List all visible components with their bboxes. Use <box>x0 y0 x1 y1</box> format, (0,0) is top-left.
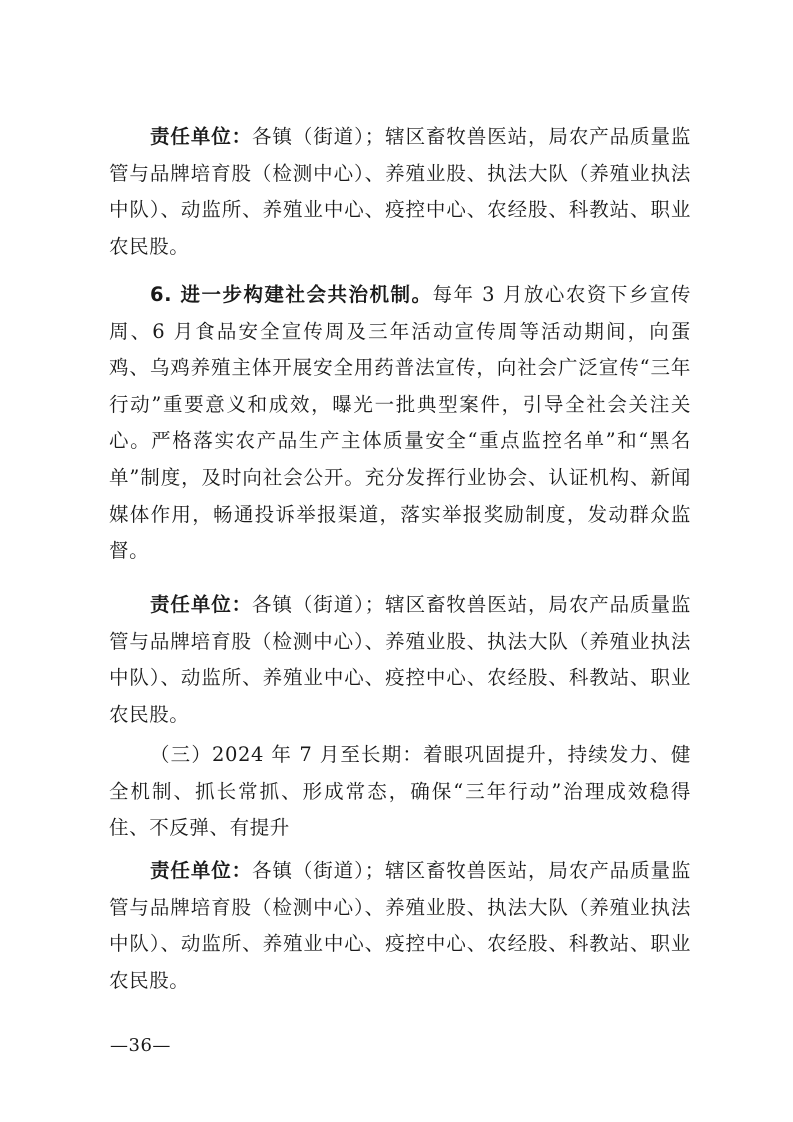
item-6-heading: 6. 进一步构建社会共治机制。 <box>150 283 433 306</box>
responsibility-units-text: 各镇（街道）；辖区畜牧兽医站，局农产品质量监管与品牌培育股（检测中心）、养殖业股、执法大队（养殖业执法中队）、动监所、养殖业中心、疫控中心、农经股、科教站、职业农民股。 <box>109 593 691 726</box>
responsibility-label: 责任单位： <box>150 859 253 882</box>
phase-3-text: （三）2024 年 7 月至长期：着眼巩固提升，持续发力、健全机制、抓长常抓、形成常态，确保“三年行动”治理成效稳得住、不反弹、有提升 <box>109 743 691 840</box>
responsibility-paragraph-1 <box>109 119 691 265</box>
responsibility-label: 责任单位： <box>150 125 253 148</box>
item-6-body-text: 每年 3 月放心农资下乡宣传周、6 月食品安全宣传周及三年活动宣传周等活动期间，向蛋鸡、乌鸡养殖主体开展安全用药普法宣传，向社会广泛宣传“三年行动”重要意义和成效，曝光一批典型案件，引导全社会关注关心。严格落实农产品生产主体质量安全“重点监控名单”和“黑名单”制度，及时向社会公开。充分发挥行业协会、认证机构、新闻媒体作用，畅通投诉举报渠道，落实举报奖励制度，发动群众监督。 <box>109 283 691 563</box>
responsibility-units-text: 各镇（街道）；辖区畜牧兽医站，局农产品质量监管与品牌培育股（检测中心）、养殖业股、执法大队（养殖业执法中队）、动监所、养殖业中心、疫控中心、农经股、科教站、职业农民股。 <box>109 859 691 992</box>
phase-3-paragraph <box>109 737 691 847</box>
responsibility-paragraph-2 <box>109 587 691 733</box>
item-6-paragraph <box>109 277 691 570</box>
responsibility-paragraph-3 <box>109 853 691 999</box>
responsibility-units-text: 各镇（街道）；辖区畜牧兽医站，局农产品质量监管与品牌培育股（检测中心）、养殖业股、执法大队（养殖业执法中队）、动监所、养殖业中心、疫控中心、农经股、科教站、职业农民股。 <box>109 125 691 258</box>
page-number: —36— <box>110 1035 171 1056</box>
responsibility-label: 责任单位： <box>150 593 253 616</box>
